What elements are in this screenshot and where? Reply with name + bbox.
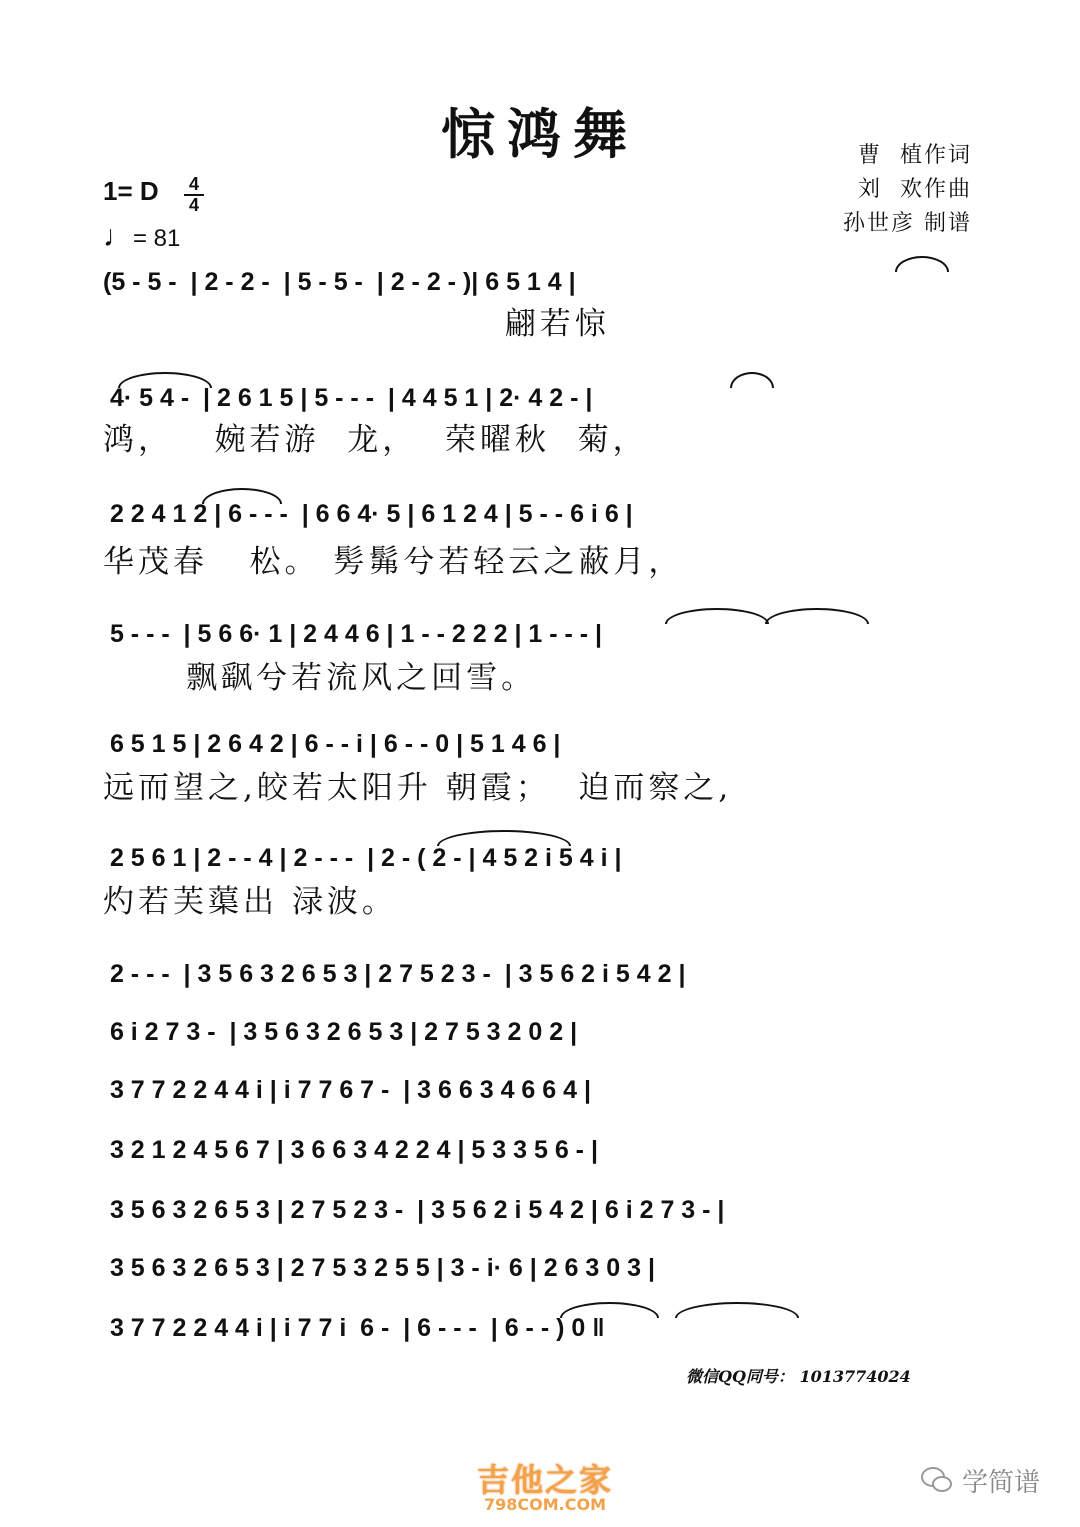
slur-mark	[560, 1302, 659, 1318]
time-signature-top: 4	[188, 174, 199, 194]
lyricist-credit: 曹 植作词	[858, 143, 972, 168]
lyric-line-6: 灼若芙蕖出 渌波。	[103, 884, 397, 920]
lyric-line-4: 飘飖兮若流风之回雪。	[103, 660, 537, 696]
notation-line-11: 3 5 6 3 2 6 5 3 | 2 7 5 2 3 - | 3 5 6 2 i 5 4 2 | 6 i 2 7 3 - |	[103, 1196, 725, 1224]
time-signature-bottom: 4	[188, 195, 199, 215]
slur-mark	[895, 256, 949, 272]
lyric-line-5: 远而望之,皎若太阳升 朝霞； 迫而察之,	[103, 770, 733, 806]
key-signature: 1= D	[103, 176, 159, 206]
notation-line-9: 3 7 7 2 2 4 4 i | i 7 7 6 7 - | 3 6 6 3 4 6 6 4 |	[103, 1076, 591, 1104]
slur-mark	[675, 1302, 799, 1318]
lyric-line-1: 翩若惊	[103, 306, 610, 342]
site-watermark: 吉他之家	[476, 1461, 613, 1499]
tempo-marking	[103, 220, 180, 254]
quarter-note-icon: ♩	[103, 220, 133, 253]
slur-mark	[437, 830, 571, 846]
wechat-qq-contact: 微信QQ同号： 1013774024	[686, 1367, 911, 1386]
composer-credit: 刘 欢作曲	[858, 177, 972, 202]
notation-line-10: 3 2 1 2 4 5 6 7 | 3 6 6 3 4 2 2 4 | 5 3 3 5 6 - |	[103, 1136, 598, 1164]
slur-mark	[765, 608, 869, 624]
notation-line-1: (5 - 5 - | 2 - 2 - | 5 - 5 - | 2 - 2 - )| 6 5 1 4 |	[103, 268, 576, 296]
slur-mark	[665, 608, 769, 624]
slur-mark	[730, 372, 774, 388]
notation-line-12: 3 5 6 3 2 6 5 3 | 2 7 5 3 2 5 5 | 3 - i· 6 | 2 6 3 0 3 |	[103, 1254, 655, 1282]
notation-line-7: 2 - - - | 3 5 6 3 2 6 5 3 | 2 7 5 2 3 - | 3 5 6 2 i 5 4 2 |	[103, 960, 686, 988]
slur-mark	[202, 488, 282, 504]
notation-line-13: 3 7 7 2 2 4 4 i | i 7 7 i 6 - | 6 - - - | 6 - - ) 0 ‖	[103, 1314, 605, 1342]
notation-line-3: 2 2 4 1 2 | 6 - - - | 6 6 4· 5 | 6 1 2 4 | 5 - - 6 i 6 |	[103, 500, 633, 528]
song-title: 惊鸿舞	[441, 102, 639, 166]
lyric-line-2: 鸿， 婉若游 龙， 荣曜秋 菊，	[103, 422, 648, 458]
notation-line-8: 6 i 2 7 3 - | 3 5 6 3 2 6 5 3 | 2 7 5 3 2 0 2 |	[103, 1018, 578, 1046]
notation-line-2: 4· 5 4 - | 2 6 1 5 | 5 - - - | 4 4 5 1 | 2· 4 2 - |	[103, 384, 593, 412]
site-watermark-url: 798COM.COM	[483, 1495, 606, 1514]
lyric-line-3: 华茂春 松。 髣髴兮若轻云之蔽月，	[103, 544, 684, 580]
notation-line-5: 6 5 1 5 | 2 6 4 2 | 6 - - i | 6 - - 0 | 5 1 4 6 |	[103, 730, 561, 758]
chat-bubble-icon	[920, 1466, 954, 1494]
time-signature	[184, 176, 204, 214]
transcriber-credit: 孙世彦 制谱	[843, 211, 972, 236]
account-watermark: 学简谱	[962, 1468, 1041, 1498]
tempo-value: = 81	[133, 225, 181, 252]
notation-line-6: 2 5 6 1 | 2 - - 4 | 2 - - - | 2 - ( 2 - | 4 5 2 i 5 4 i |	[103, 844, 622, 872]
slur-mark	[118, 372, 212, 388]
notation-line-4: 5 - - - | 5 6 6· 1 | 2 4 4 6 | 1 - - 2 2 2 | 1 - - - |	[103, 620, 603, 648]
